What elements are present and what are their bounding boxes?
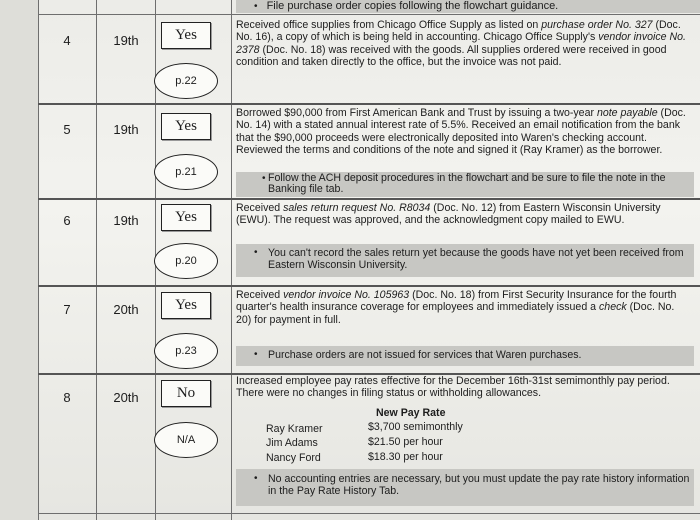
transaction-description	[236, 107, 692, 157]
transaction-description	[236, 375, 692, 400]
document-reference: vendor invoice No. 105963	[283, 289, 410, 301]
employee-name: Nancy Ford	[266, 452, 321, 464]
page-margin	[0, 0, 38, 520]
employee-name: Ray Kramer	[266, 423, 323, 435]
procedure-note-text: No accounting entries are necessary, but you must update the pay rate history information in the Pay Rate History Tab.	[268, 473, 690, 498]
transaction-date: 20th	[113, 390, 139, 405]
column-divider	[231, 0, 232, 520]
procedure-note	[236, 469, 694, 506]
employee-pay-rate: $21.50 per hour	[368, 436, 443, 448]
transaction-description	[236, 19, 692, 69]
description-text: (Doc. No. 18) from First Security Insurance for the fourth quarter's health insurance coverage for employees and immediately issued a	[236, 289, 677, 314]
answer-box[interactable]: No	[161, 380, 211, 407]
bullet-icon: •	[254, 247, 258, 258]
document-reference: purchase order No. 327	[541, 19, 653, 31]
procedure-note-text: Purchase orders are not issued for services that Waren purchases.	[268, 349, 582, 361]
top-note	[236, 0, 700, 13]
answer-box[interactable]: Yes	[161, 204, 211, 231]
procedure-note	[236, 172, 694, 197]
procedure-note-text: You can't record the sales return yet because the goods have not yet been received from Eastern Wisconsin University.	[268, 247, 684, 272]
row-divider	[38, 14, 700, 15]
answer-box[interactable]: Yes	[161, 292, 211, 319]
transaction-number: 7	[63, 302, 71, 317]
column-divider	[96, 0, 97, 520]
pay-rate-title: New Pay Rate	[376, 407, 446, 419]
transaction-date: 19th	[113, 122, 139, 137]
procedure-note	[236, 346, 694, 366]
document-reference: vendor invoice No. 2378	[236, 31, 686, 56]
transaction-description	[236, 289, 692, 326]
description-text: (Doc. No. 18) was received with the goods. All supplies ordered were received in good condition and taken directly to the office, but the invoice was not paid.	[236, 43, 667, 69]
bullet-icon: •	[254, 349, 258, 360]
description-text: Received	[236, 202, 284, 214]
transaction-date: 19th	[113, 213, 139, 228]
procedure-note	[236, 244, 694, 277]
transaction-number: 6	[63, 213, 71, 228]
answer-box[interactable]: Yes	[161, 113, 211, 140]
transaction-date: 20th	[113, 302, 139, 317]
transaction-description	[236, 202, 692, 227]
description-text: Borrowed $90,000 from First American Bank and Trust by issuing a two-year	[236, 107, 597, 119]
bullet-icon: •	[254, 473, 258, 484]
bullet-icon: •	[254, 1, 258, 12]
employee-pay-rate: $3,700 semimonthly	[368, 421, 463, 433]
description-text: (Doc. No. 16), a copy of which is being held in accounting. Chicago Office Supply's	[236, 19, 681, 44]
description-text: Received	[236, 289, 284, 301]
top-note-text: File purchase order copies following the flowchart guidance.	[266, 0, 559, 12]
description-text: (Doc. No. 12) from Eastern Wisconsin University (EWU). The request was approved, and the acknowledgment copy mailed to EWU.	[236, 202, 661, 227]
description-text: Increased employee pay rates effective for the December 16th-31st semimonthly pay period. There were no changes in filing status or withholding allowances.	[236, 375, 670, 400]
document-reference: note payable	[596, 107, 658, 119]
procedure-note-text: Follow the ACH deposit procedures in the flowchart and be sure to file the note in the Banking file tab.	[268, 172, 666, 195]
row-divider	[38, 103, 700, 105]
bullet-icon: •	[262, 173, 266, 184]
employee-name: Jim Adams	[266, 437, 318, 449]
transaction-date: 19th	[113, 33, 139, 48]
description-text: Received office supplies from Chicago Office Supply as listed on	[236, 19, 542, 31]
page-reference[interactable]: p.23	[154, 333, 218, 369]
page-reference[interactable]: N/A	[154, 422, 218, 458]
page-reference[interactable]: p.22	[154, 63, 218, 99]
description-text: (Doc. No. 14) with a stated annual interest rate of 5.5%. Received an email notification from the bank that the $90,000 proceeds were electronically deposited into Waren's checking account. Reviewed the terms and conditions of the note and signed it (Ray Kramer) as the borrower.	[236, 107, 686, 157]
description-text: (Doc. No. 20) for payment in full.	[236, 301, 675, 326]
transaction-number: 5	[63, 122, 71, 137]
row-divider	[38, 285, 700, 287]
employee-pay-rate: $18.30 per hour	[368, 451, 443, 463]
document-reference: sales return request No. R8034	[283, 202, 431, 214]
transaction-number: 8	[63, 390, 71, 405]
row-divider	[38, 198, 700, 200]
column-divider	[38, 0, 39, 520]
answer-box[interactable]: Yes	[161, 22, 211, 49]
page-reference[interactable]: p.21	[154, 154, 218, 190]
page-reference[interactable]: p.20	[154, 243, 218, 279]
transaction-number: 4	[63, 33, 71, 48]
row-divider	[38, 513, 700, 514]
document-reference: check	[599, 301, 627, 314]
